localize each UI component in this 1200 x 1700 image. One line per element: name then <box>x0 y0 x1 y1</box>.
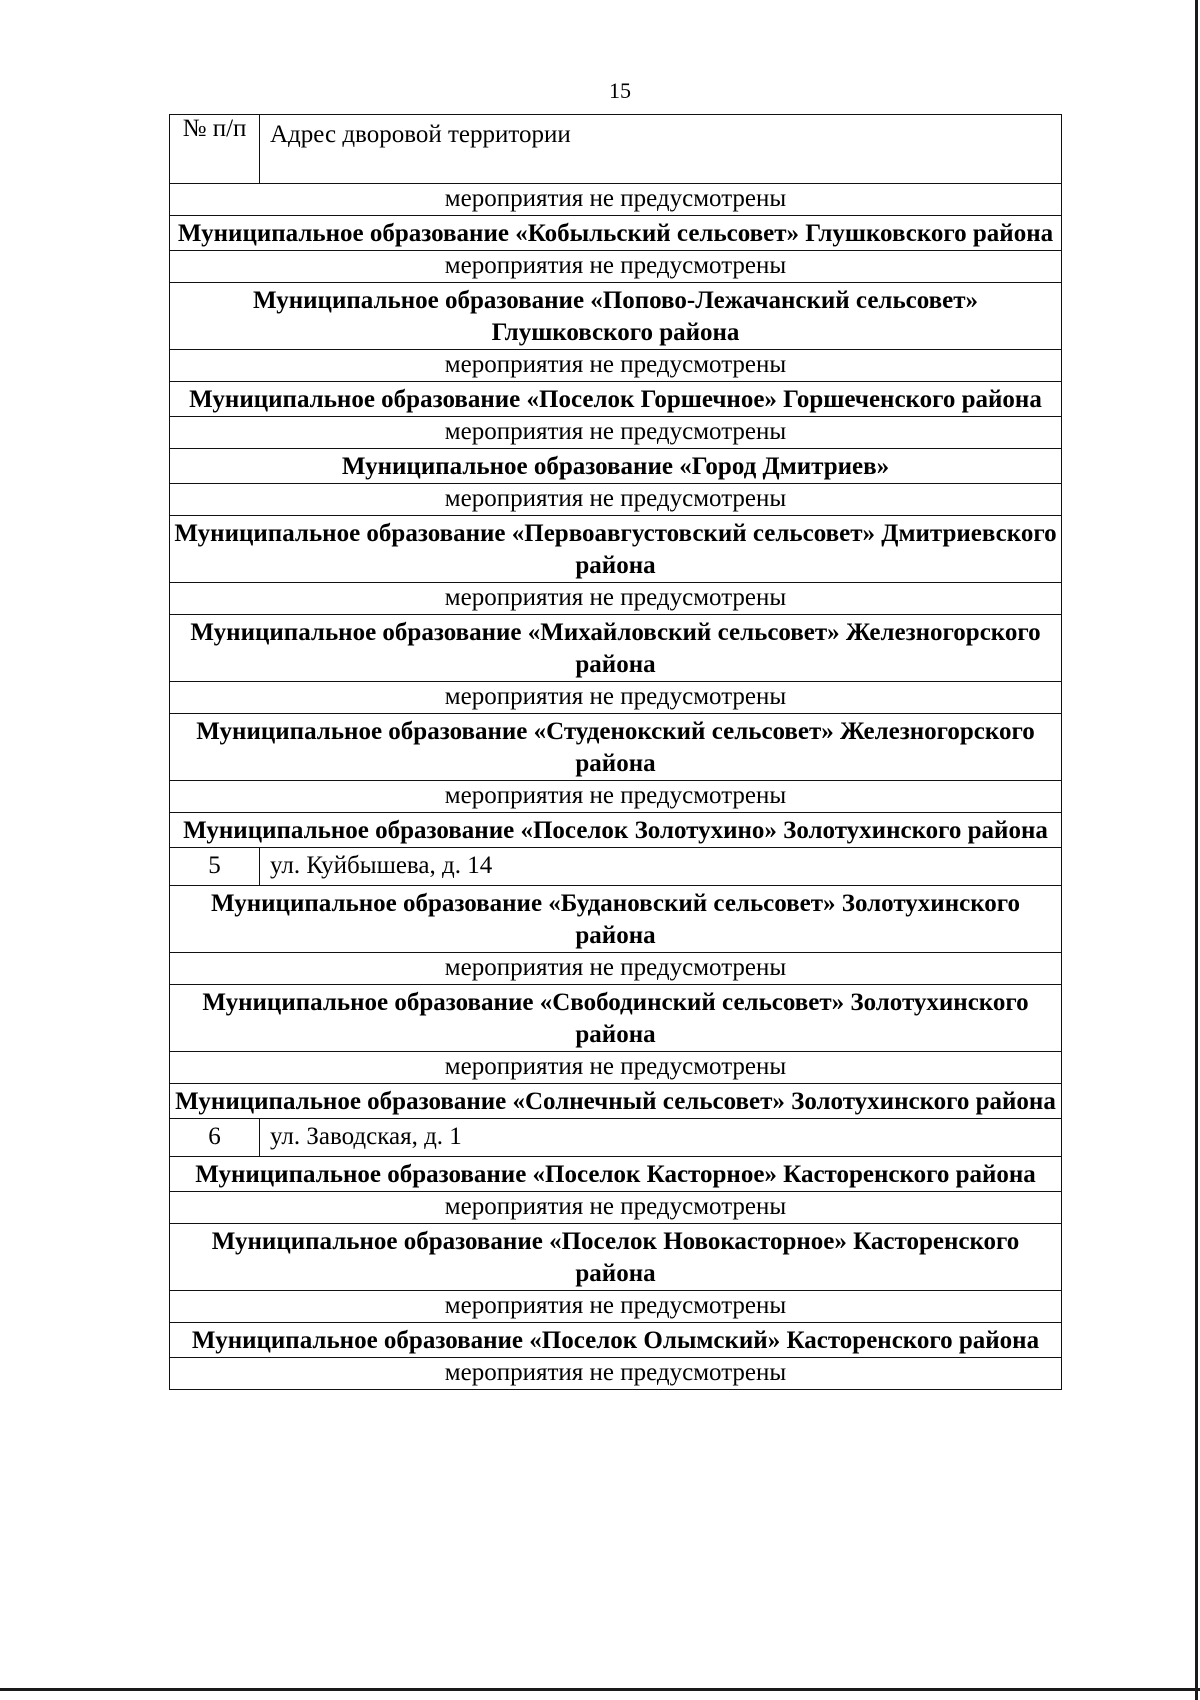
no-activities-row <box>170 184 1062 216</box>
no-activities-note: мероприятия не предусмотрены <box>170 583 1062 615</box>
municipality-heading: Муниципальное образование «Город Дмитриев» <box>170 449 1062 484</box>
municipality-heading: Муниципальное образование «Студенокский сельсовет» Железногорского района <box>170 714 1062 781</box>
addresses-table <box>169 114 1062 1390</box>
municipality-heading-row <box>170 1323 1062 1358</box>
no-activities-note: мероприятия не предусмотрены <box>170 682 1062 714</box>
municipality-heading: Муниципальное образование «Поселок Золотухино» Золотухинского района <box>170 813 1062 848</box>
page-edge-right <box>1195 0 1198 1700</box>
municipality-heading: Муниципальное образование «Солнечный сельсовет» Золотухинского района <box>170 1084 1062 1119</box>
municipality-heading: Муниципальное образование «Михайловский сельсовет» Железногорского района <box>170 615 1062 682</box>
municipality-heading-row <box>170 516 1062 583</box>
no-activities-note: мероприятия не предусмотрены <box>170 781 1062 813</box>
no-activities-row <box>170 1291 1062 1323</box>
no-activities-note: мероприятия не предусмотрены <box>170 1052 1062 1084</box>
municipality-heading-row <box>170 1157 1062 1192</box>
no-activities-row <box>170 583 1062 615</box>
no-activities-row <box>170 484 1062 516</box>
no-activities-note: мероприятия не предусмотрены <box>170 484 1062 516</box>
header-address: Адрес дворовой территории <box>260 115 1062 184</box>
municipality-heading-row <box>170 283 1062 350</box>
address-row <box>170 1119 1062 1157</box>
no-activities-note: мероприятия не предусмотрены <box>170 953 1062 985</box>
municipality-heading: Муниципальное образование «Свободинский сельсовет» Золотухинского района <box>170 985 1062 1052</box>
row-number: 5 <box>170 848 260 886</box>
no-activities-row <box>170 350 1062 382</box>
header-num: № п/п <box>170 115 260 184</box>
no-activities-note: мероприятия не предусмотрены <box>170 184 1062 216</box>
table-header-row <box>170 115 1062 184</box>
no-activities-row <box>170 417 1062 449</box>
municipality-heading: Муниципальное образование «Поселок Новокасторное» Касторенского района <box>170 1224 1062 1291</box>
no-activities-row <box>170 953 1062 985</box>
municipality-heading: Муниципальное образование «Поселок Олымский» Касторенского района <box>170 1323 1062 1358</box>
no-activities-note: мероприятия не предусмотрены <box>170 1358 1062 1390</box>
no-activities-row <box>170 682 1062 714</box>
municipality-heading: Муниципальное образование «Кобыльский сельсовет» Глушковского района <box>170 216 1062 251</box>
no-activities-note: мероприятия не предусмотрены <box>170 350 1062 382</box>
no-activities-row <box>170 1052 1062 1084</box>
municipality-heading-row <box>170 1084 1062 1119</box>
municipality-heading-row <box>170 813 1062 848</box>
row-number: 6 <box>170 1119 260 1157</box>
no-activities-note: мероприятия не предусмотрены <box>170 251 1062 283</box>
table-body <box>170 115 1062 1390</box>
no-activities-note: мероприятия не предусмотрены <box>170 1192 1062 1224</box>
municipality-heading-row <box>170 216 1062 251</box>
no-activities-row <box>170 251 1062 283</box>
municipality-heading-row <box>170 382 1062 417</box>
page-edge-bottom <box>0 1688 1200 1691</box>
no-activities-row <box>170 781 1062 813</box>
municipality-heading-row <box>170 449 1062 484</box>
municipality-heading: Муниципальное образование «Поселок Горшечное» Горшеченского района <box>170 382 1062 417</box>
address-row <box>170 848 1062 886</box>
municipality-heading-row <box>170 615 1062 682</box>
row-address: ул. Заводская, д. 1 <box>260 1119 1062 1157</box>
municipality-heading-row <box>170 1224 1062 1291</box>
municipality-heading-row <box>170 714 1062 781</box>
municipality-heading-row <box>170 886 1062 953</box>
municipality-heading-row <box>170 985 1062 1052</box>
municipality-heading: Муниципальное образование «Первоавгустовский сельсовет» Дмитриевского района <box>170 516 1062 583</box>
no-activities-row <box>170 1192 1062 1224</box>
no-activities-note: мероприятия не предусмотрены <box>170 1291 1062 1323</box>
page-number: 15 <box>609 78 631 103</box>
no-activities-row <box>170 1358 1062 1390</box>
municipality-heading: Муниципальное образование «Попово-Лежачанский сельсовет» Глушковского района <box>170 283 1062 350</box>
row-address: ул. Куйбышева, д. 14 <box>260 848 1062 886</box>
municipality-heading: Муниципальное образование «Поселок Касторное» Касторенского района <box>170 1157 1062 1192</box>
municipality-heading: Муниципальное образование «Будановский сельсовет» Золотухинского района <box>170 886 1062 953</box>
no-activities-note: мероприятия не предусмотрены <box>170 417 1062 449</box>
